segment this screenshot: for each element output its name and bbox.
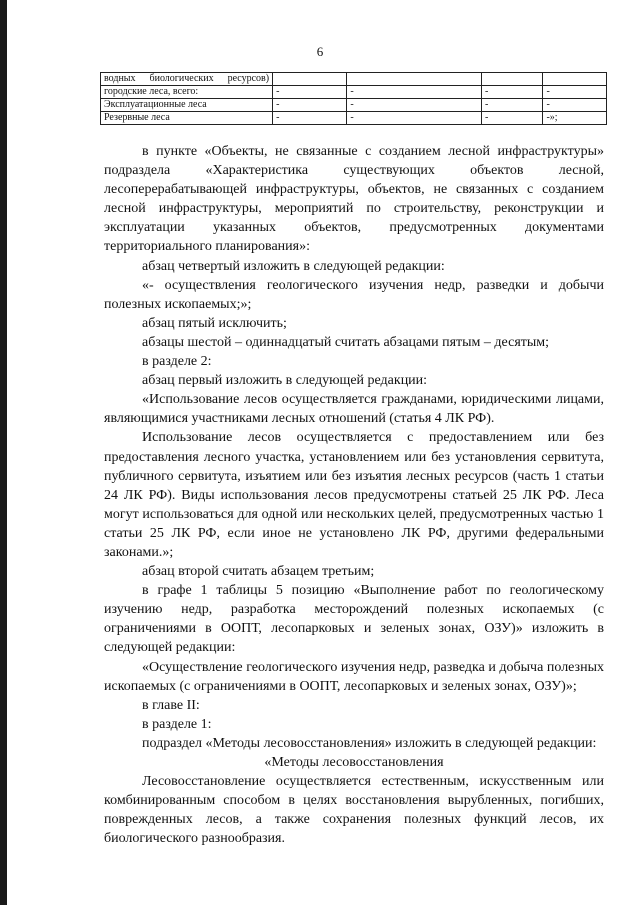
table-row — [101, 73, 607, 86]
table-cell: -»; — [543, 112, 607, 125]
paragraph: в графе 1 таблицы 5 позицию «Выполнение работ по геологическому изучению недр, разработка месторождений полезных ископаемых (с ограничениями в ООПТ, лесопарковых и зеленых зонах, ОЗУ)» изложить в следующей редакции: — [104, 583, 604, 656]
paragraph: подраздел «Методы лесовосстановления» изложить в следующей редакции: — [142, 735, 597, 751]
paragraph: в пункте «Объекты, не связанные с созданием лесной инфраструктуры» подраздела «Характеристика существующих объектов лесной, лесоперерабатывающей инфраструктуры, объектов, не связанных с созданием лесной инфраструктуры, мероприятий по строительству, реконструкции и эксплуатации указанных объектов, предусмотренных документами территориального планирования»: — [104, 144, 604, 255]
paragraph: «Осуществление геологического изучения недр, разведка и добыча полезных ископаемых (с ограничениями в ООПТ, лесопарковых и зеленых зонах, ОЗУ)»; — [104, 659, 604, 694]
paragraph: Лесовосстановление осуществляется естественным, искусственным или комбинированным способом в целях восстановления вырубленных, погибших, поврежденных лесов, а также сохранения полезных функций лесов, их биологического разнообразия. — [104, 774, 604, 847]
paragraph: абзацы шестой – одиннадцатый считать абзацами пятым – десятым; — [142, 334, 550, 350]
table-cell: городские леса, всего: — [101, 86, 273, 99]
paragraph: в главе II: — [142, 697, 200, 713]
paragraph: в разделе 1: — [142, 716, 212, 732]
table-cell: - — [347, 112, 482, 125]
paragraph: «Использование лесов осуществляется гражданами, юридическими лицами, являющимися участниками лесных отношений (статья 4 ЛК РФ). — [104, 392, 604, 427]
table-cell: Эксплуатационные леса — [101, 99, 273, 112]
forest-table-fragment — [100, 72, 607, 125]
section-heading: «Методы лесовосстановления — [264, 755, 444, 770]
table-cell: - — [347, 86, 482, 99]
table-cell: водных биологических ресурсов) — [101, 73, 273, 86]
table-row — [101, 86, 607, 99]
table-cell: - — [543, 99, 607, 112]
table-cell: - — [482, 86, 543, 99]
table-cell: - — [482, 99, 543, 112]
table-cell: Резервные леса — [101, 112, 273, 125]
paragraph: абзац четвертый изложить в следующей редакции: — [142, 258, 445, 274]
table-cell: - — [347, 99, 482, 112]
page-number: 6 — [316, 44, 324, 59]
table-row — [101, 99, 607, 112]
table-cell — [273, 73, 347, 86]
paragraph: Использование лесов осуществляется с предоставлением или без предоставления лесного участка, установлением или без установления сервитута, публичного сервитута, изъятием или без изъятия лесных ресурсов (часть 1 статьи 24 ЛК РФ). Виды использования лесов предусмотрены статьей 25 ЛК РФ. Леса могут использоваться для одной или нескольких целей, предусмотренных частью 1 статьи 25 ЛК РФ, если иное не установлено ЛК РФ, другими федеральными законами.»; — [104, 430, 604, 560]
table-row — [101, 112, 607, 125]
table-cell: - — [482, 112, 543, 125]
table-cell: - — [543, 86, 607, 99]
table-cell — [543, 73, 607, 86]
paragraph: абзац пятый исключить; — [142, 315, 287, 331]
table-cell: - — [273, 99, 347, 112]
paragraph: «- осуществления геологического изучения недр, разведки и добычи полезных ископаемых;»; — [104, 277, 604, 312]
paragraph: в разделе 2: — [142, 354, 212, 370]
paragraph: абзац первый изложить в следующей редакции: — [142, 373, 428, 389]
table-cell — [482, 73, 543, 86]
table-cell: - — [273, 86, 347, 99]
binding-edge — [0, 0, 7, 905]
table-cell — [347, 73, 482, 86]
document-body — [104, 142, 604, 848]
table-cell: - — [273, 112, 347, 125]
paragraph: абзац второй считать абзацем третьим; — [142, 564, 375, 580]
